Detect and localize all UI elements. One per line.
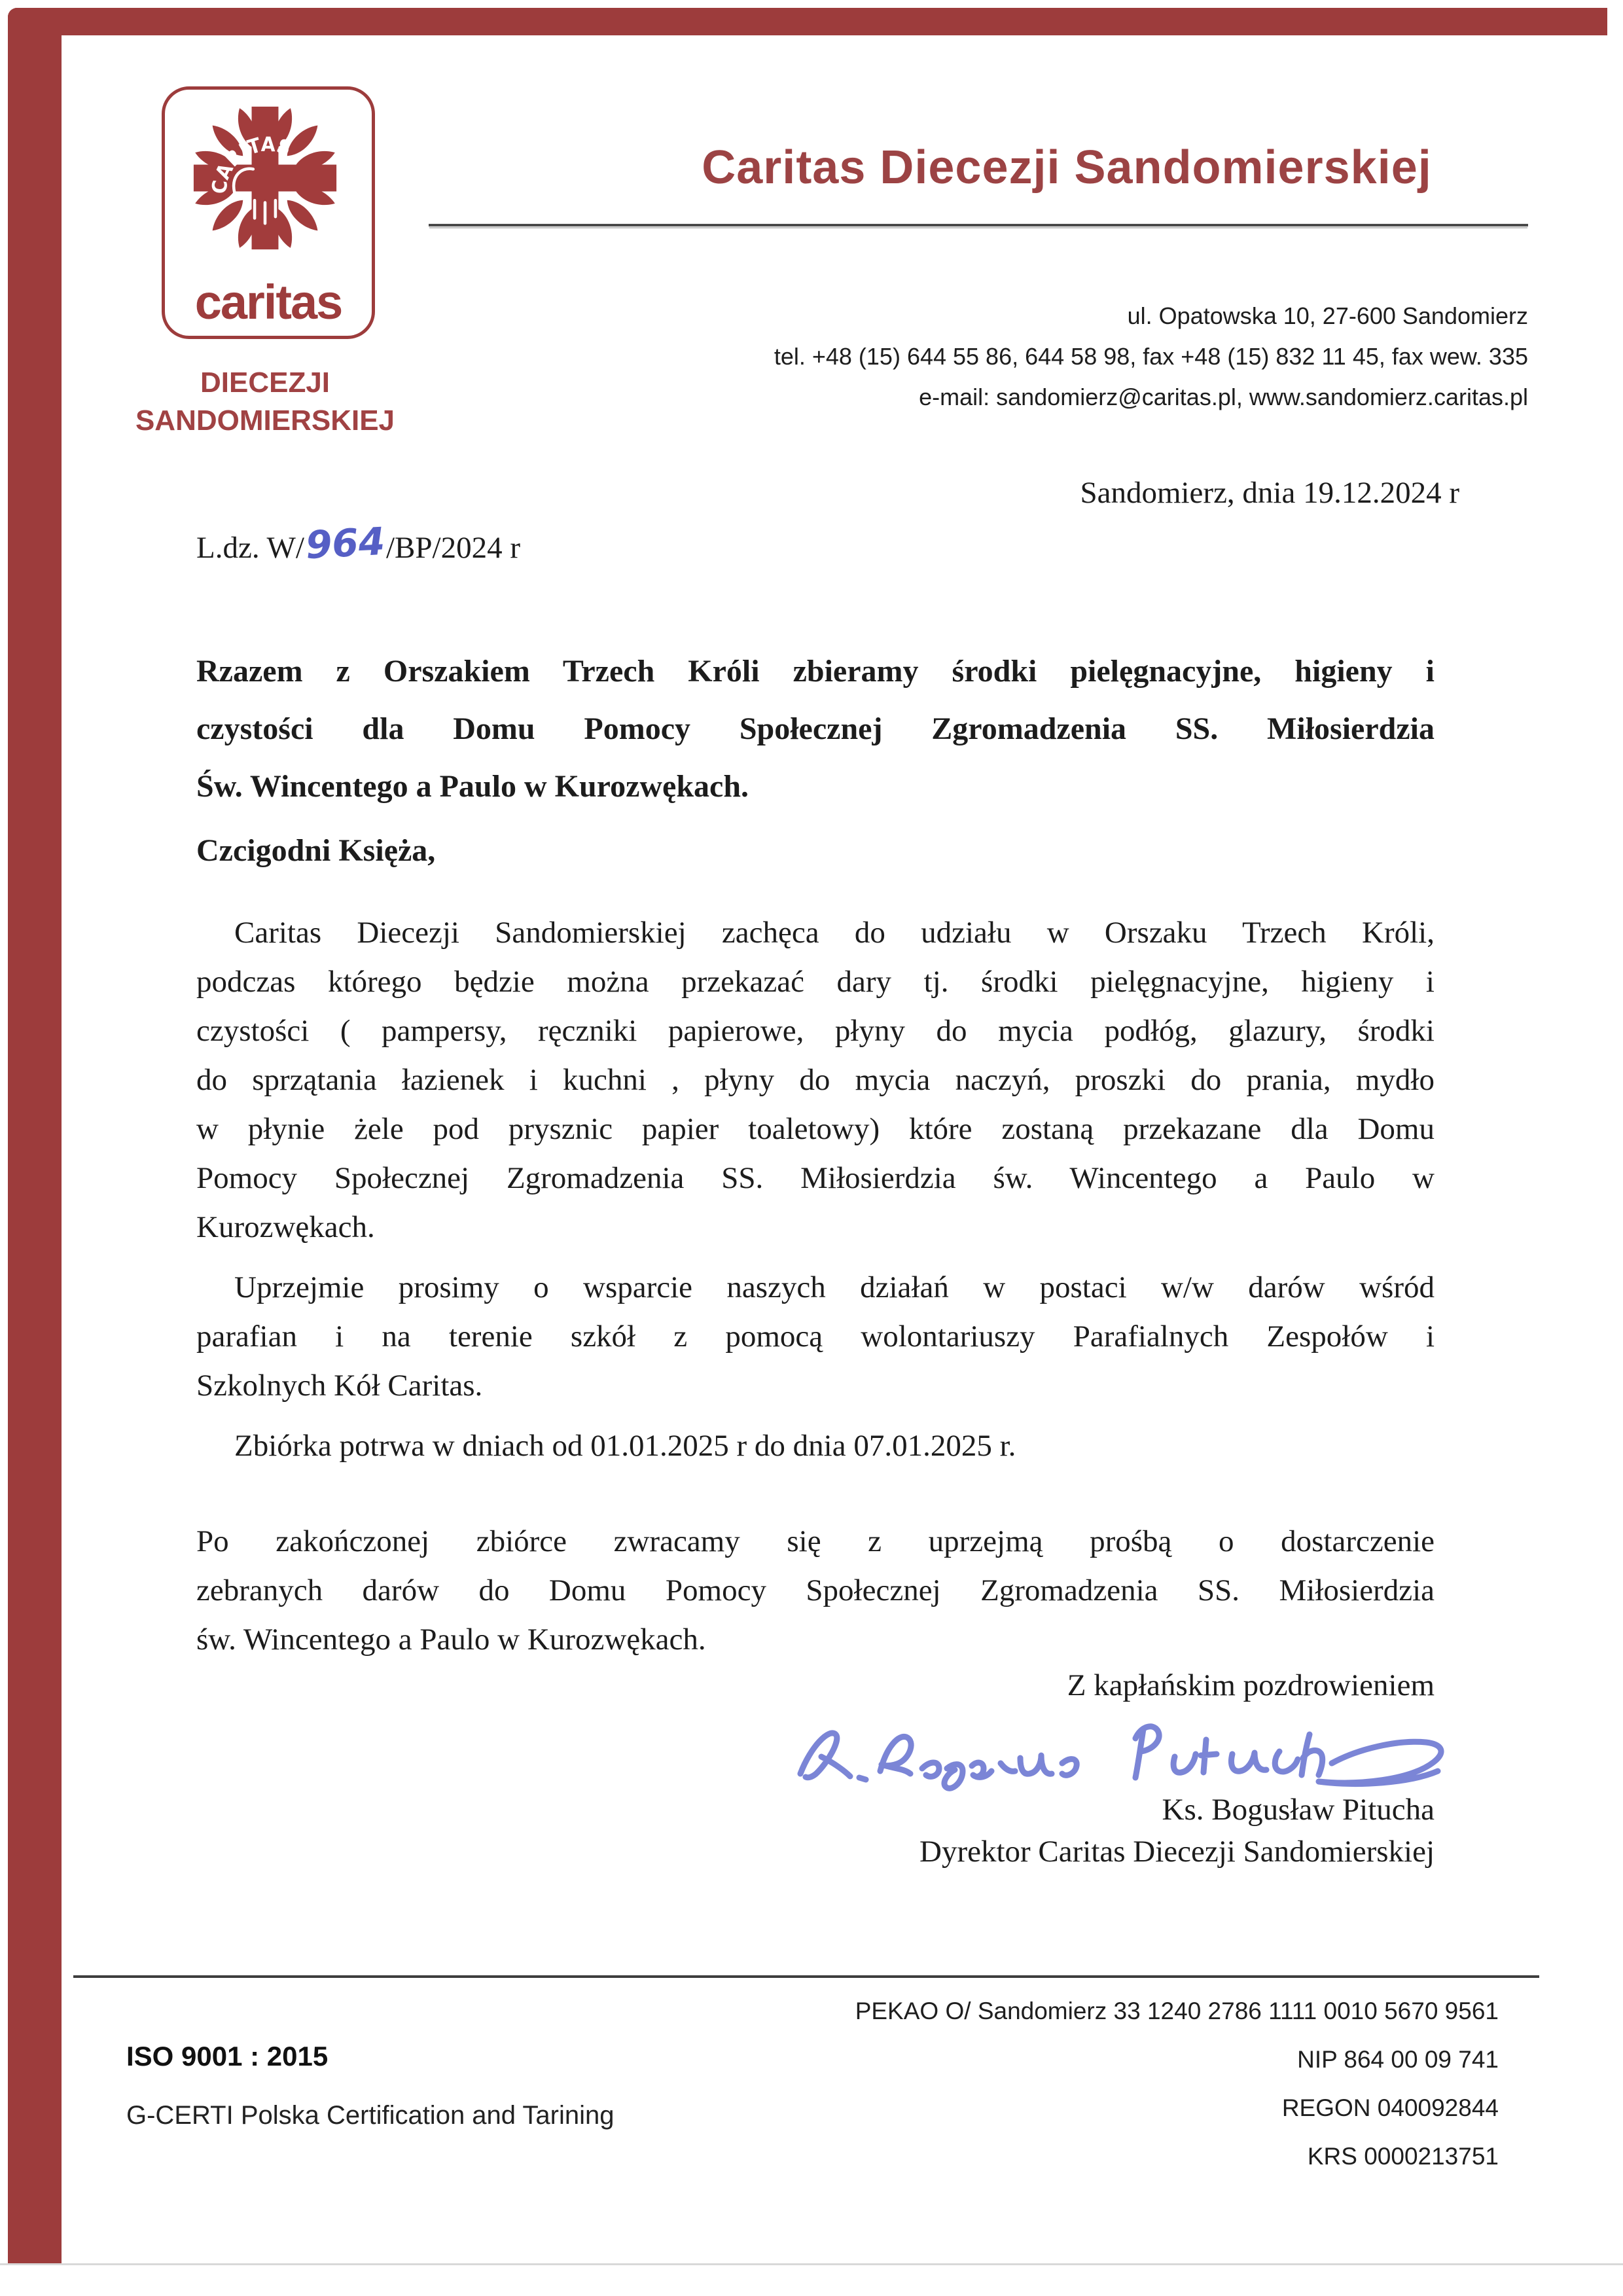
closing-line: Z kapłańskim pozdrowieniem (1067, 1668, 1435, 1702)
text-line: Pomocy Społecznej Zgromadzenia SS. Miłosierdzia św. Wincentego a Paulo w (196, 1161, 1435, 1195)
text-line: Caritas Diecezji Sandomierskiej zachęca do udziału w Orszaku Trzech Króli, (234, 916, 1435, 950)
footer-divider (73, 1975, 1539, 1978)
text-line: Szkolnych Kół Caritas. (196, 1369, 483, 1403)
text-line: Św. Wincentego a Paulo w Kurozwękach. (196, 769, 749, 804)
reference-number-handwritten: 964 (304, 518, 386, 568)
handwritten-signature-icon (782, 1700, 1456, 1799)
krs-line: KRS 0000213751 (1307, 2143, 1499, 2170)
text-line: Rzazem z Orszakiem Trzech Króli zbieramy środki pielęgnacyjne, higieny i (196, 654, 1435, 689)
paragraph-1 (196, 908, 1435, 1252)
signer-title: Dyrektor Caritas Diecezji Sandomierskiej (919, 1835, 1435, 1869)
reference-suffix: /BP/2024 r (385, 531, 520, 565)
salutation: Czcigodni Księża, (196, 833, 436, 868)
iso-certification-line: ISO 9001 : 2015 (126, 2041, 329, 2072)
email-line: e-mail: sandomierz@caritas.pl, www.sandomierz.caritas.pl (919, 384, 1528, 410)
date-line: Sandomierz, dnia 19.12.2024 r (1080, 476, 1459, 510)
reference-prefix: L.dz. W/ (196, 531, 304, 565)
text-line: do sprzątania łazienek i kuchni , płyny do mycia naczyń, proszki do prania, mydło (196, 1063, 1435, 1097)
phone-line: tel. +48 (15) 644 55 86, 644 58 98, fax +48 (15) 832 11 45, fax wew. 335 (774, 343, 1528, 370)
text-line: Uprzejmie prosimy o wsparcie naszych działań w postaci w/w darów wśród (234, 1270, 1435, 1304)
header-divider (429, 224, 1528, 226)
logo-inner-text: CARITAS (208, 133, 295, 195)
signer-name: Ks. Bogusław Pitucha (1162, 1793, 1435, 1827)
text-line: Zbiórka potrwa w dniach od 01.01.2025 r do dnia 07.01.2025 r. (234, 1429, 1016, 1463)
scan-bottom-edge (0, 2263, 1623, 2265)
paragraph-4 (196, 1517, 1435, 1664)
logo-caption-line1: DIECEZJI (200, 367, 330, 399)
text-line: czystości ( pampersy, ręczniki papierowe, płyny do mycia podłóg, glazury, środki (196, 1014, 1435, 1048)
logo-caption (108, 364, 422, 440)
caritas-logo-box (162, 86, 375, 339)
text-line: Kurozwękach. (196, 1210, 375, 1244)
paragraph-3 (196, 1422, 1435, 1471)
bank-account-line: PEKAO O/ Sandomierz 33 1240 2786 1111 0010 5670 9561 (855, 1998, 1499, 2024)
logo-wordmark: caritas (194, 275, 342, 329)
address-line: ul. Opatowska 10, 27-600 Sandomierz (1127, 302, 1528, 329)
nip-line: NIP 864 00 09 741 (1297, 2046, 1499, 2073)
text-line: św. Wincentego a Paulo w Kurozwękach. (196, 1623, 706, 1657)
intro-paragraph (196, 643, 1435, 816)
caritas-cross-icon (183, 96, 347, 260)
text-line: zebranych darów do Domu Pomocy Społecznej Zgromadzenia SS. Miłosierdzia (196, 1573, 1435, 1607)
text-line: Po zakończonej zbiórce zwracamy się z uprzejmą prośbą o dostarczenie (196, 1524, 1435, 1558)
regon-line: REGON 040092844 (1281, 2094, 1499, 2121)
logo-caption-line2: SANDOMIERSKIEJ (135, 404, 395, 437)
certifier-line: G-CERTI Polska Certification and Tarining (126, 2101, 615, 2130)
paragraph-2 (196, 1263, 1435, 1410)
reference-line (196, 518, 520, 568)
text-line: w płynie żele pod prysznic papier toaletowy) które zostaną przekazane dla Domu (196, 1112, 1435, 1146)
text-line: parafian i na terenie szkół z pomocą wolontariuszy Parafialnych Zespołów i (196, 1319, 1435, 1354)
text-line: czystości dla Domu Pomocy Społecznej Zgromadzenia SS. Miłosierdzia (196, 711, 1435, 746)
text-line: podczas którego będzie można przekazać dary tj. środki pielęgnacyjne, higieny i (196, 965, 1435, 999)
letterhead-title: Caritas Diecezji Sandomierskiej (702, 141, 1432, 194)
contact-block (458, 296, 1528, 418)
